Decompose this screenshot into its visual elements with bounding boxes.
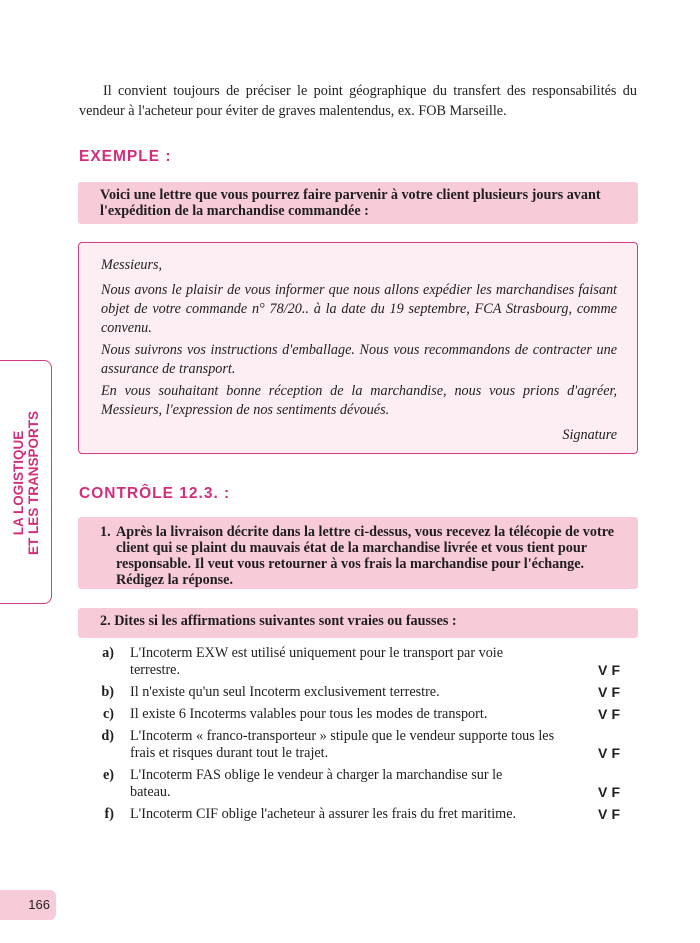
- question-1-number: 1.: [100, 524, 111, 540]
- false-option[interactable]: F: [611, 684, 620, 700]
- question-1-box: [78, 517, 638, 589]
- false-option[interactable]: F: [611, 662, 620, 678]
- statement-d: [78, 728, 638, 762]
- true-option[interactable]: V: [598, 806, 608, 822]
- true-option[interactable]: V: [598, 684, 608, 700]
- chapter-title-line-1: LA LOGISTIQUE: [11, 430, 26, 536]
- question-1: [100, 524, 618, 588]
- true-false-choice: [588, 684, 638, 701]
- controle-heading: CONTRÔLE 12.3. :: [79, 485, 231, 502]
- statement-label: b): [101, 684, 114, 700]
- statement-b: [78, 684, 638, 701]
- statement-text: L'Incoterm CIF oblige l'acheteur à assurer les frais du fret maritime.: [130, 806, 517, 822]
- true-false-choice: [588, 745, 638, 762]
- statement-e: [78, 767, 638, 801]
- chapter-title: [11, 411, 41, 555]
- statement-label: e): [102, 767, 114, 783]
- statement-text: L'Incoterm FAS oblige le vendeur à charger la marchandise sur le bateau.: [130, 767, 503, 800]
- exemple-heading: EXEMPLE :: [79, 148, 172, 165]
- statement-label: f): [104, 806, 114, 822]
- statement-text: L'Incoterm EXW est utilisé uniquement pour le transport par voie terrestre.: [130, 645, 504, 678]
- statement-a: [78, 645, 638, 679]
- true-option[interactable]: V: [598, 745, 608, 761]
- page-number: 166: [0, 890, 56, 920]
- true-option[interactable]: V: [598, 706, 608, 722]
- question-2-text: 2. Dites si les affirmations suivantes sont vraies ou fausses :: [100, 613, 457, 629]
- true-option[interactable]: V: [598, 784, 608, 800]
- false-option[interactable]: F: [611, 745, 620, 761]
- statement-text: L'Incoterm « franco-transporteur » stipule que le vendeur supporte tous les frais et risques durant tout le trajet.: [130, 728, 555, 761]
- false-option[interactable]: F: [611, 806, 620, 822]
- letter-paragraph-3: En vous souhaitant bonne réception de la marchandise, nous vous prions d'agréer, Messieurs, l'expression de nos sentiments dévoués.: [101, 383, 617, 418]
- true-false-choice: [588, 806, 638, 823]
- exemple-intro-box: [78, 182, 638, 224]
- question-2-box: [78, 608, 638, 638]
- false-option[interactable]: F: [611, 706, 620, 722]
- true-false-choice: [588, 706, 638, 723]
- statement-text: Il n'existe qu'un seul Incoterm exclusivement terrestre.: [130, 684, 440, 700]
- letter-box: [78, 242, 638, 454]
- statement-label: c): [102, 706, 114, 722]
- letter-paragraph-2: Nous suivrons vos instructions d'emballage. Nous vous recommandons de contracter une assurance de transport.: [101, 342, 617, 377]
- statement-label: d): [101, 728, 114, 744]
- intro-text: Il convient toujours de préciser le point géographique du transfert des responsabilités du vendeur à l'acheteur pour éviter de graves malentendus, ex. FOB Marseille.: [79, 83, 637, 119]
- letter-salutation: Messieurs,: [101, 257, 163, 273]
- letter-paragraph-1: Nous avons le plaisir de vous informer que nous allons expédier les marchandises faisant objet de votre commande n° 78/20.. à la date du 19 septembre, FCA Strasbourg, comme convenu.: [101, 282, 617, 336]
- true-option[interactable]: V: [598, 662, 608, 678]
- false-option[interactable]: F: [611, 784, 620, 800]
- statement-text: Il existe 6 Incoterms valables pour tous les modes de transport.: [130, 706, 488, 722]
- exemple-intro-text: Voici une lettre que vous pourrez faire parvenir à votre client plusieurs jours avant l'expédition de la marchandise commandée :: [100, 187, 601, 219]
- letter-signature: Signature: [562, 427, 617, 443]
- intro-paragraph: [79, 81, 637, 121]
- statement-f: [78, 806, 638, 823]
- true-false-choice: [588, 662, 638, 679]
- question-1-text: Après la livraison décrite dans la lettre ci-dessus, vous recevez la télécopie de votre client qui se plaint du mauvais état de la marchandise livrée et vous tient pour responsable. Il veut vous retourner à vos frais la marchandise pour l'échange. Rédigez la réponse.: [116, 524, 615, 588]
- chapter-side-tab: [0, 360, 52, 604]
- chapter-title-line-2: ET LES TRANSPORTS: [26, 410, 41, 556]
- true-false-choice: [588, 784, 638, 801]
- statement-label: a): [102, 645, 114, 661]
- statement-c: [78, 706, 638, 723]
- statement-list: [78, 645, 638, 828]
